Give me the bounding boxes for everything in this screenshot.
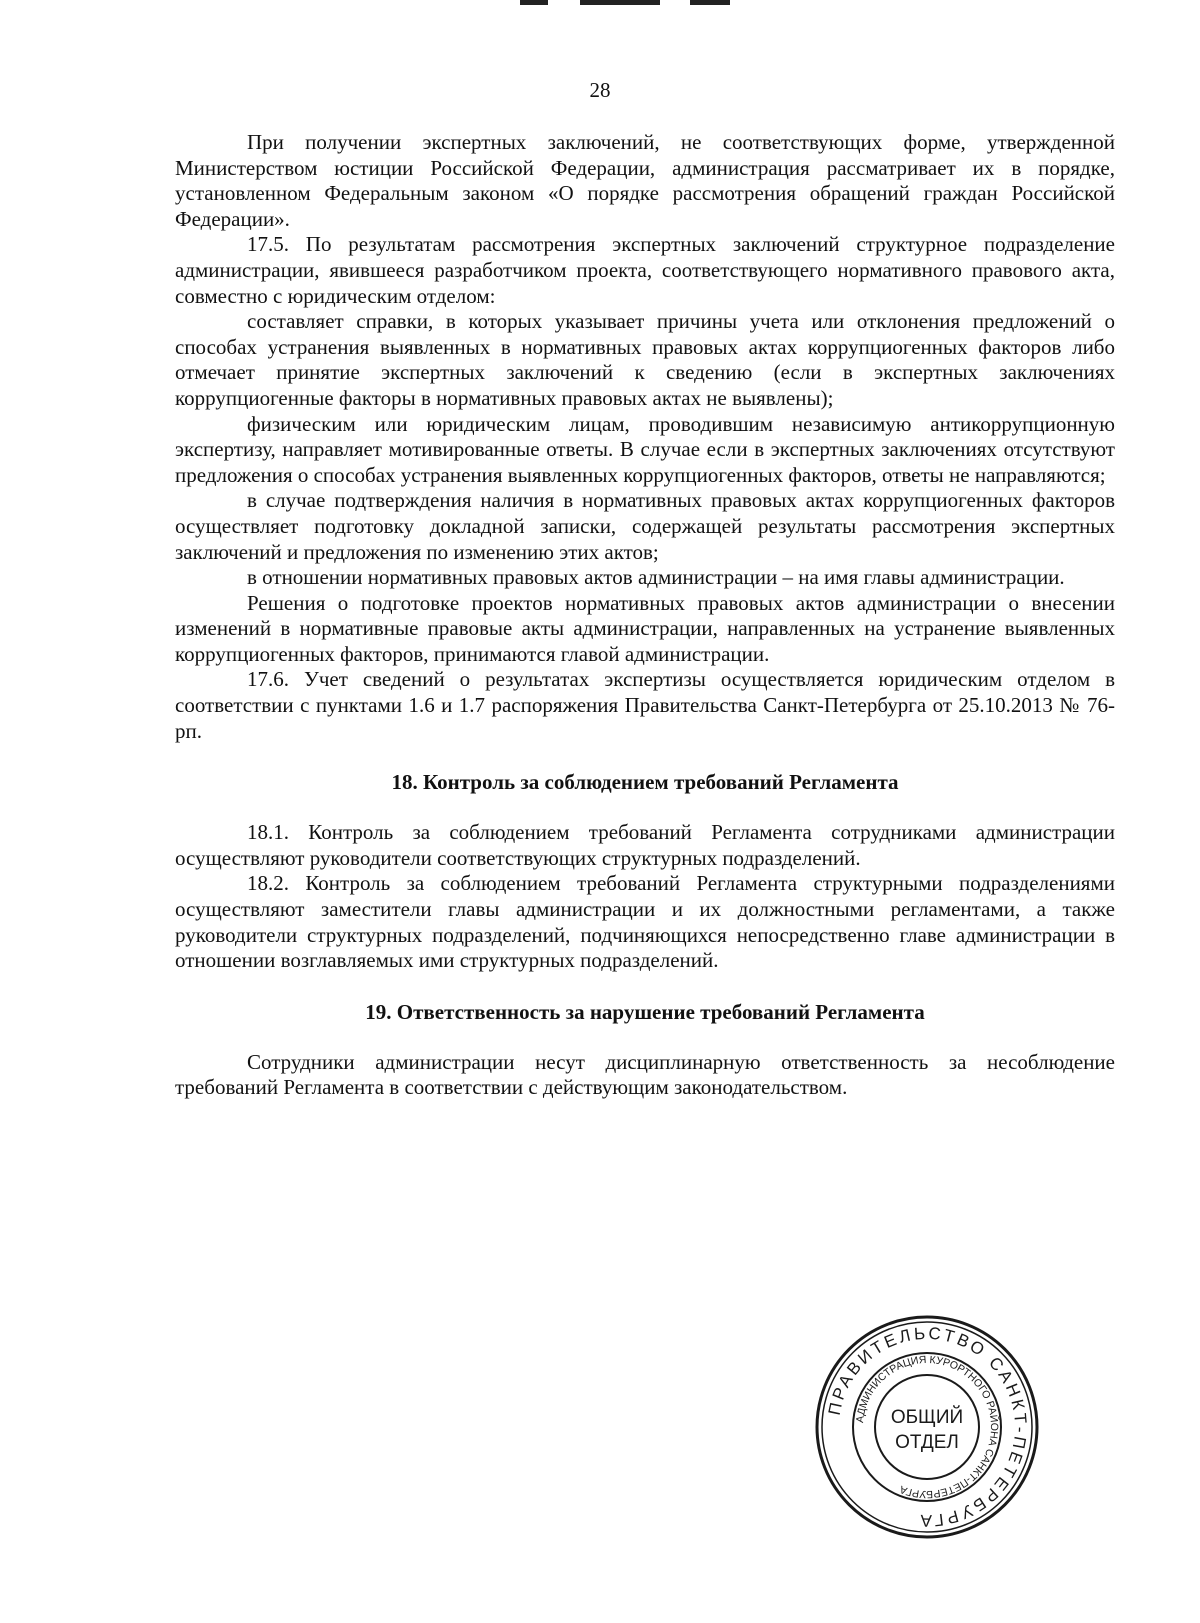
paragraph: 18.2. Контроль за соблюдением требований Регламента структурными подразделениями осуществляют заместители главы администрации и их должностными регламентами, а также руководители структурных подразделений, подчиняющихся непосредственно главе администрации в отношении возглавляемых ими структурных подразделений. (175, 871, 1115, 973)
paragraph: 17.5. По результатам рассмотрения экспертных заключений структурное подразделение администрации, явившееся разработчиком проекта, соответствующего нормативного правового акта, совместно с юридическим отделом: (175, 232, 1115, 308)
paragraph: в отношении нормативных правовых актов администрации – на имя главы администрации. (247, 565, 1065, 590)
paragraph: в случае подтверждения наличия в нормативных правовых актах коррупциогенных факторов осуществляет подготовку докладной записки, содержащей результаты рассмотрения экспертных заключений и предложения по изменению этих актов; (175, 488, 1115, 564)
paragraph: 18.1. Контроль за соблюдением требований Регламента сотрудниками администрации осуществляют руководители соответствующих структурных подразделений. (175, 820, 1115, 870)
paragraph: Решения о подготовке проектов нормативных правовых актов администрации о внесении изменений в нормативные правовые акты администрации, направленных на устранение выявленных коррупциогенных факторов, принимаются главой администрации. (175, 590, 1115, 666)
section-19-heading: 19. Ответственность за нарушение требований Регламента (365, 999, 925, 1024)
stamp-center-line1: ОБЩИЙ (890, 1407, 964, 1428)
paragraph: Сотрудники администрации несут дисциплинарную ответственность за несоблюдение требований Регламента в соответствии с действующим законодательством. (175, 1049, 1115, 1100)
paragraph: составляет справки, в которых указывает причины учета или отклонения предложений о способах устранения выявленных в нормативных правовых актах коррупциогенных факторов либо отмечает принятие экспертных заключений к сведению (если в экспертных заключениях коррупциогенные факторы в нормативных правовых актах не выявлены); (175, 309, 1115, 410)
paragraph: 17.6. Учет сведений о результатах экспертизы осуществляется юридическим отделом в соответствии с пунктами 1.6 и 1.7 распоряжения Правительства Санкт-Петербурга от 25.10.2013 № 76-рп. (175, 667, 1115, 743)
document-body (175, 130, 1115, 1101)
paragraph: При получении экспертных заключений, не соответствующих форме, утвержденной Министерством юстиции Российской Федерации, администрация рассматривает их в порядке, установленном Федеральным законом «О порядке рассмотрения обращений граждан Российской Федерации». (175, 130, 1115, 231)
paragraph: физическим или юридическим лицам, проводившим независимую антикоррупционную экспертизу, направляет мотивированные ответы. В случае если в экспертных заключениях отсутствуют предложения о способах устранения выявленных коррупциогенных факторов, ответы не направляются; (175, 411, 1115, 487)
page-number: 28 (589, 78, 611, 102)
stamp-center-line2: ОТДЕЛ (895, 1432, 959, 1453)
scan-edge-mark (520, 0, 750, 6)
stamp-outer-text: ПРАВИТЕЛЬСТВО САНКТ-ПЕТЕРБУРГА (824, 1323, 1031, 1531)
section-18-heading: 18. Контроль за соблюдением требований Регламента (391, 770, 899, 795)
round-stamp (812, 1312, 1042, 1542)
stamp-inner-text: АДМИНИСТРАЦИЯ КУРОРТНОГО РАЙОНА САНКТ-ПЕТЕРБУРГА (854, 1353, 1001, 1501)
